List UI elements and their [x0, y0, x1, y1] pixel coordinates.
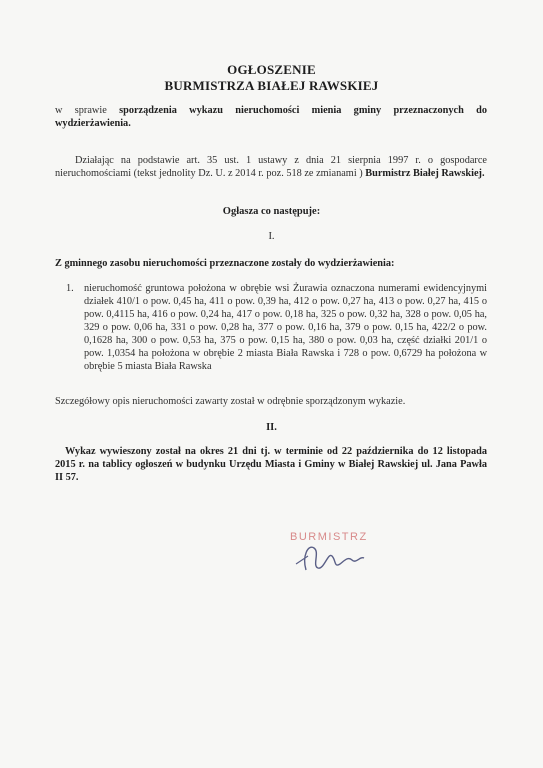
section-2-paragraph: Wykaz wywieszony został na okres 21 dni tj. w terminie od 22 października do 12 listopada 2015 r. na tablicy ogłoszeń w budynku Urzędu Miasta i Gminy w Białej Rawskiej ul. Jana Pawła II 57.: [55, 446, 487, 483]
stamp-text: BURMISTRZ: [290, 531, 368, 543]
intro-text: Działając na podstawie art. 35 ust. 1 ustawy z dnia 21 sierpnia 1997 r. o gospodarce nieruchomościami (tekst jednolity Dz. U. z 2014 r. poz. 518 ze zmianami ): [55, 155, 487, 179]
list-item-number: 1.: [66, 283, 74, 294]
section-2-numeral: II.: [266, 422, 277, 433]
signature-stroke: [296, 556, 308, 564]
announce-line: Ogłasza co następuje:: [222, 206, 321, 217]
detail-paragraph: Szczegółowy opis nieruchomości zawarty został w odrębnie sporządzonym wykazie.: [55, 396, 406, 407]
section-1-numeral: I.: [268, 231, 275, 242]
subject-prefix: w sprawie: [55, 105, 107, 116]
subject-paragraph: [55, 104, 487, 130]
intro-paragraph: [55, 154, 487, 180]
signature-scribble: [305, 547, 364, 570]
signature-stamp: [278, 526, 398, 576]
subject-bold: sporządzenia wykazu nieruchomości mienia gminy przeznaczonych do wydzierżawienia.: [55, 105, 487, 129]
section-1-heading: Z gminnego zasobu nieruchomości przeznaczone zostały do wydzierżawienia:: [55, 258, 395, 269]
document-subtitle: BURMISTRZA BIAŁEJ RAWSKIEJ: [164, 78, 379, 93]
intro-bold: Burmistrz Białej Rawskiej.: [365, 168, 485, 179]
list-item: nieruchomość gruntowa położona w obrębie wsi Żurawia oznaczona numerami ewidencyjnymi działek 410/1 o pow. 0,45 ha, 411 o pow. 0,39 ha, 412 o pow. 0,27 ha, 413 o pow. 0,27 ha, 415 o pow. 0,4115 ha, 416 o pow. 0,24 ha, 417 o pow. 0,18 ha, 325 o pow. 0,32 ha, 328 o pow. 0,05 ha, 329 o pow. 0,06 ha, 331 o pow. 0,28 ha, 377 o pow. 0,16 ha, 379 o pow. 0,15 ha, 422/2 o pow. 0,1628 ha, 300 o pow. 0,53 ha, 375 o pow. 0,15 ha, 380 o pow. 0,03 ha, część działki 201/1 o pow. 1,0354 ha położona w obrębie 2 miasta Biała Rawska i 728 o pow. 0,6729 ha położona w obrębie 5 miasta Biała Rawska: [84, 283, 487, 372]
document-title: OGŁOSZENIE: [227, 62, 316, 77]
